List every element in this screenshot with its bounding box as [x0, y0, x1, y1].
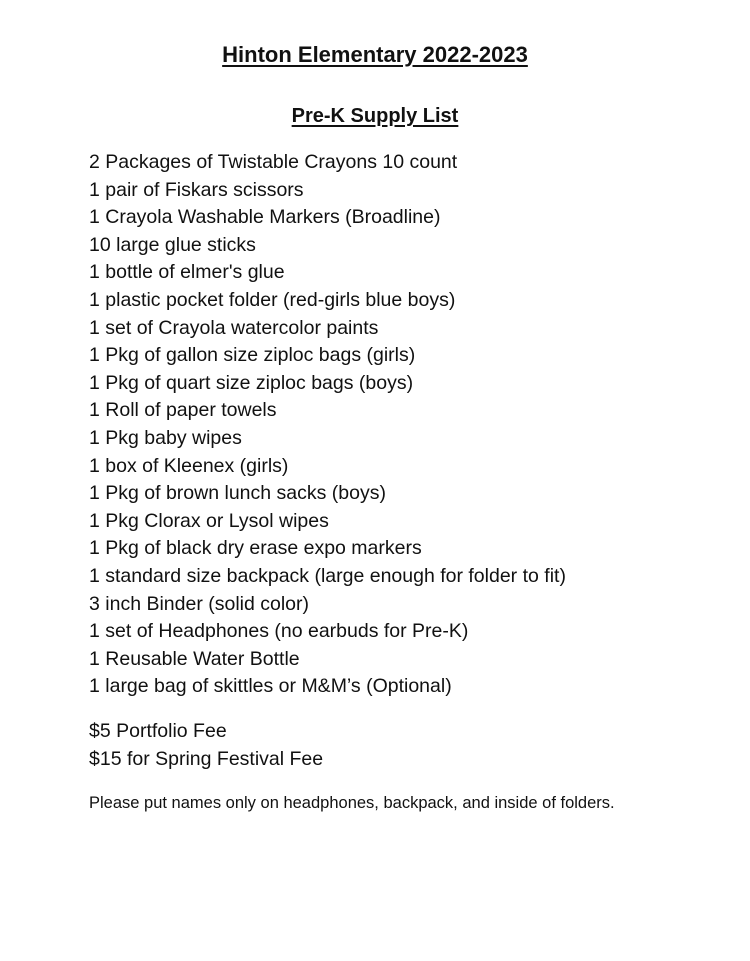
document-title: Hinton Elementary 2022-2023: [222, 42, 528, 67]
supply-item: 1 Pkg Clorax or Lysol wipes: [89, 509, 329, 532]
supply-item: 1 bottle of elmer's glue: [89, 261, 285, 284]
supply-item: 1 Crayola Washable Markers (Broadline): [89, 206, 441, 229]
supply-item: 1 set of Headphones (no earbuds for Pre-K): [89, 620, 469, 643]
supply-item: 1 set of Crayola watercolor paints: [89, 316, 379, 339]
supply-item: 1 box of Kleenex (girls): [89, 454, 289, 477]
supply-item: 1 Pkg of gallon size ziploc bags (girls): [89, 344, 416, 367]
fee-list: [89, 718, 323, 773]
supply-list: [89, 149, 566, 701]
supply-item: 1 Pkg baby wipes: [89, 426, 242, 449]
supply-item: 1 standard size backpack (large enough for folder to fit): [89, 564, 566, 587]
supply-item: 10 large glue sticks: [89, 233, 256, 256]
supply-item: 1 Pkg of quart size ziploc bags (boys): [89, 371, 414, 394]
supply-item: 1 Reusable Water Bottle: [89, 647, 300, 670]
fee-item: $5 Portfolio Fee: [89, 720, 227, 742]
supply-item: 1 Pkg of brown lunch sacks (boys): [89, 482, 386, 505]
supply-item: 3 inch Binder (solid color): [89, 592, 310, 615]
supply-item: 2 Packages of Twistable Crayons 10 count: [89, 151, 458, 173]
names-note: Please put names only on headphones, backpack, and inside of folders.: [89, 794, 615, 812]
fee-item: $15 for Spring Festival Fee: [89, 747, 324, 770]
list-heading: Pre-K Supply List: [291, 105, 459, 127]
supply-item: 1 pair of Fiskars scissors: [89, 178, 304, 201]
supply-item: 1 plastic pocket folder (red-girls blue boys): [89, 288, 456, 311]
supply-item: 1 Roll of paper towels: [89, 399, 277, 422]
supply-item: 1 large bag of skittles or M&M’s (Optional): [89, 675, 452, 698]
supply-item: 1 Pkg of black dry erase expo markers: [89, 537, 422, 560]
